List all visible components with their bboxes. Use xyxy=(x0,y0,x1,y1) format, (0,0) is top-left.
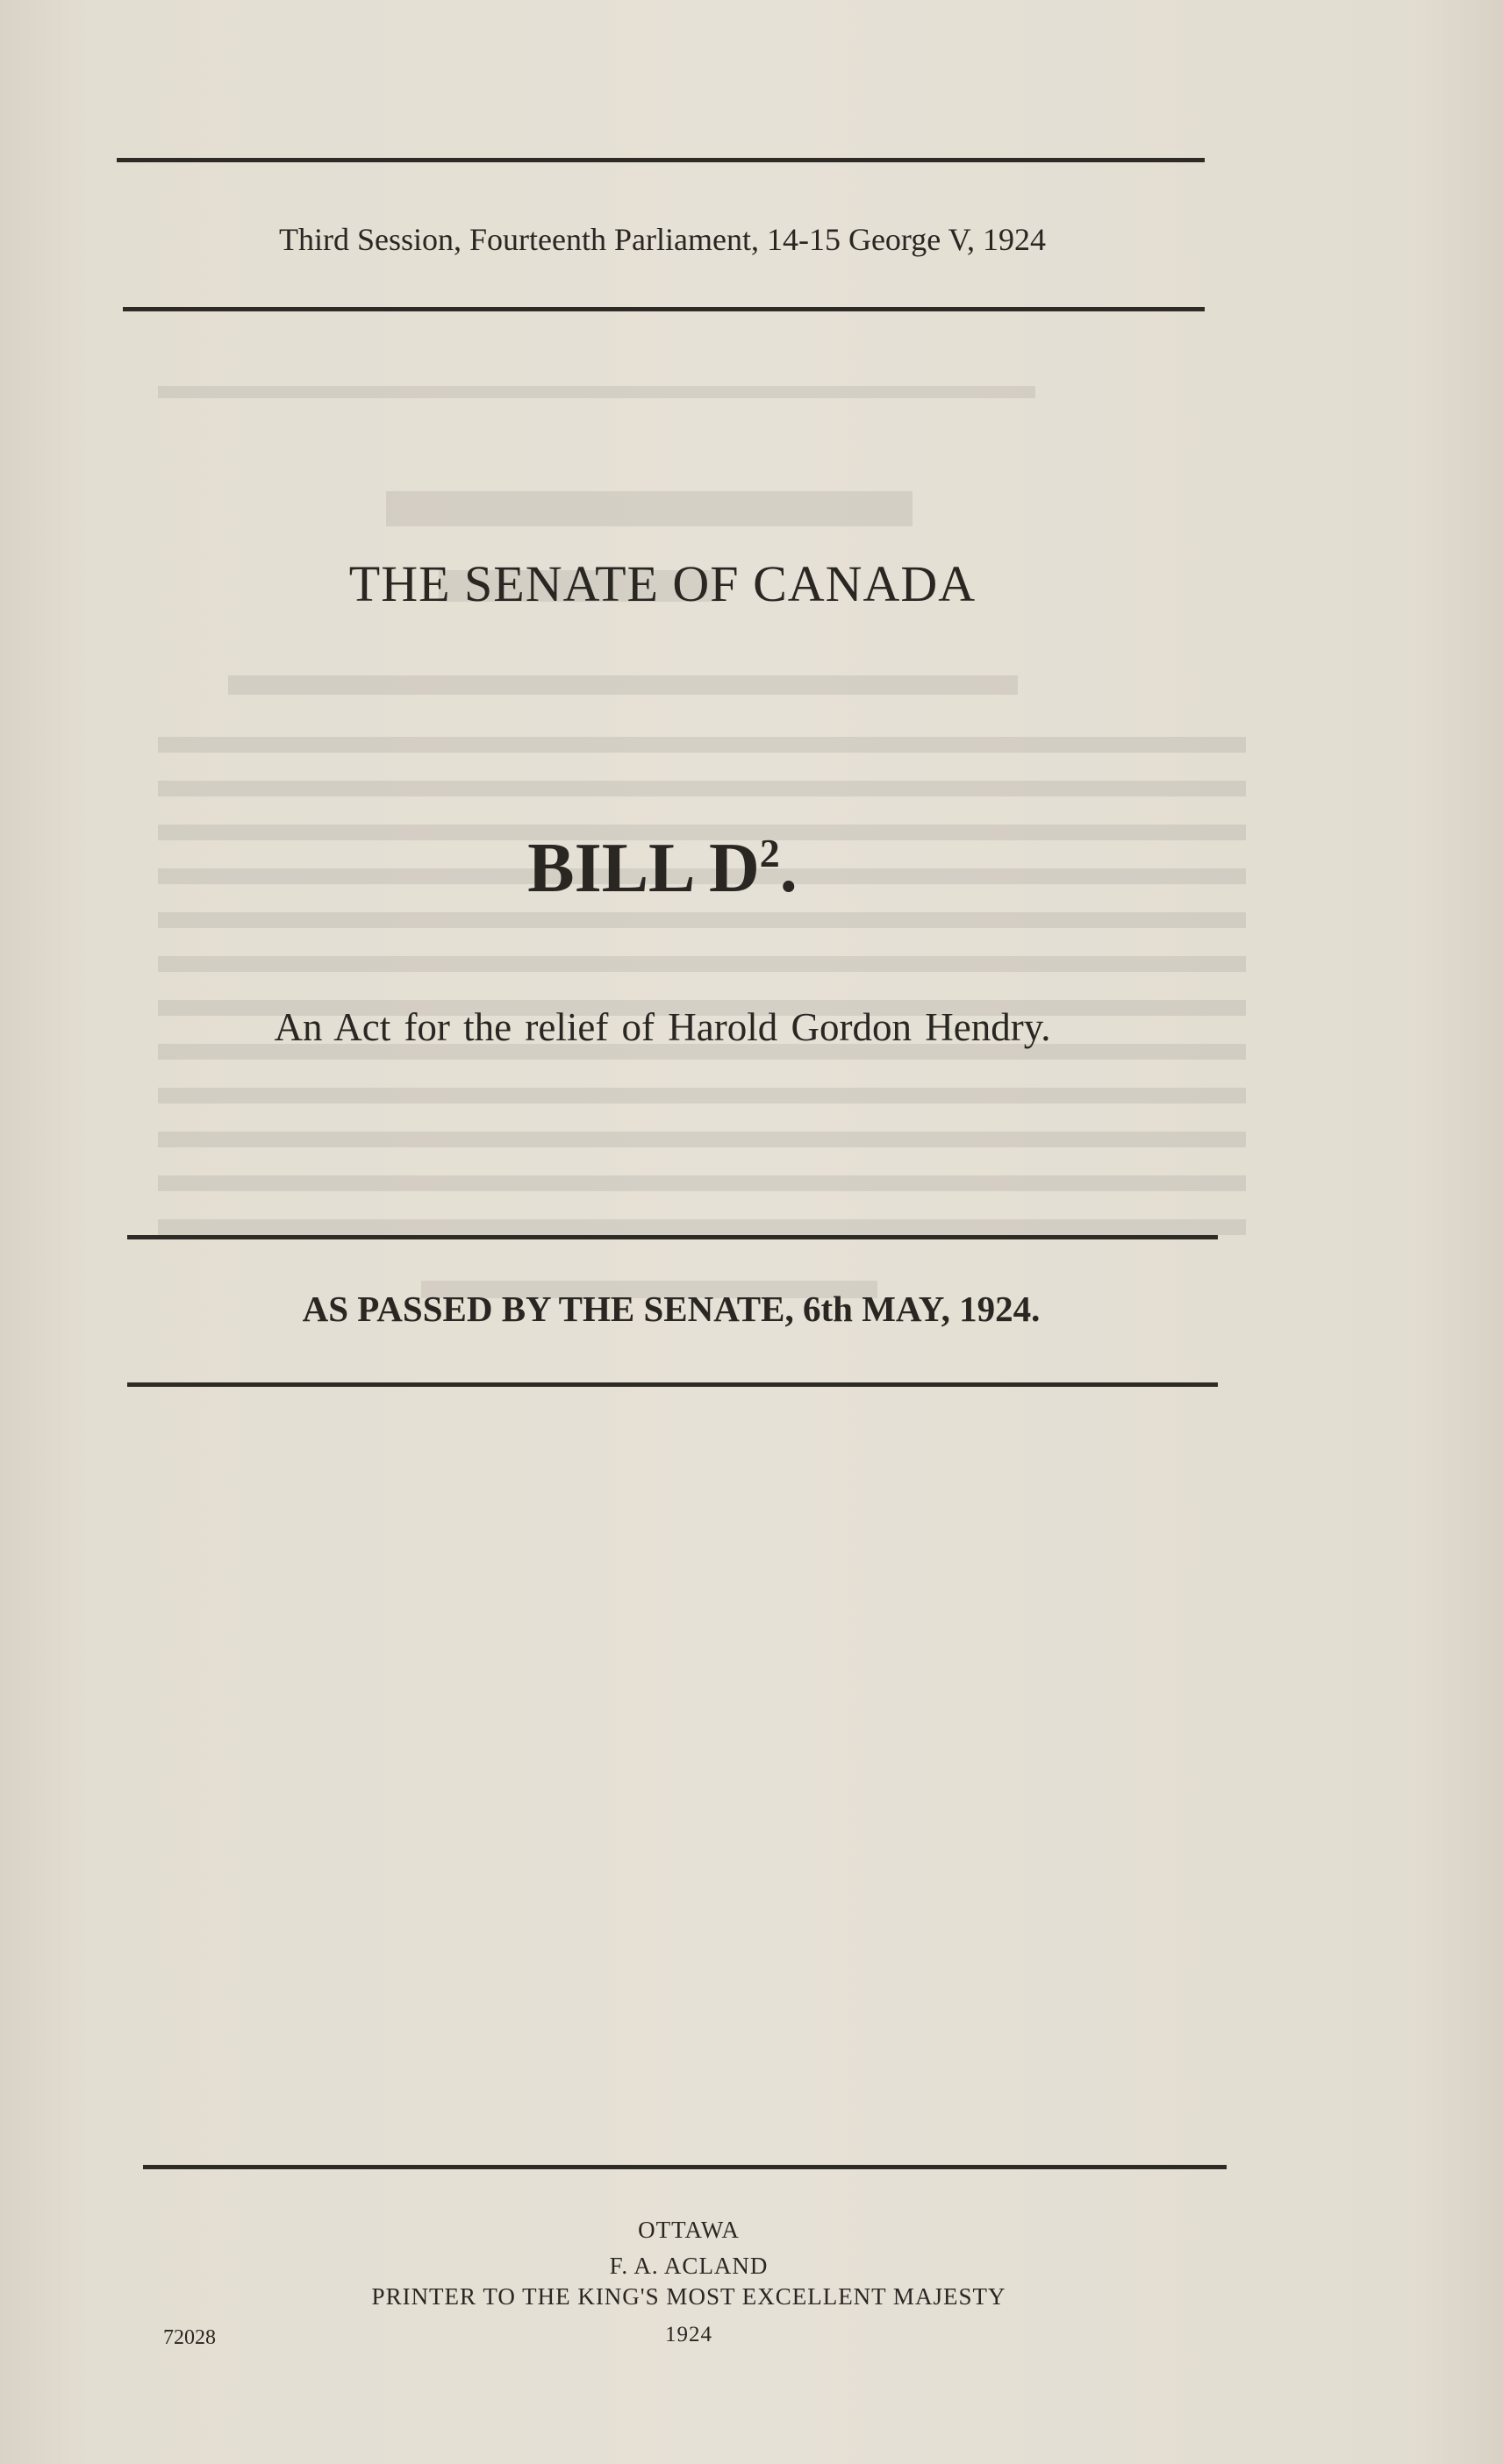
imprint-year: 1924 xyxy=(665,2323,712,2346)
senate-heading: THE SENATE OF CANADA xyxy=(348,555,977,612)
job-number: 72028 xyxy=(163,2326,216,2349)
session-rule xyxy=(123,307,1205,311)
imprint-printer-name: F. A. ACLAND xyxy=(609,2253,769,2279)
passed-status: AS PASSED BY THE SENATE, 6th MAY, 1924. xyxy=(302,1289,1041,1329)
bill-period: . xyxy=(779,830,798,907)
bill-label: BILL D xyxy=(527,830,760,907)
act-title: An Act for the relief of Harold Gordon Hendry. xyxy=(274,1005,1051,1049)
imprint-city: OTTAWA xyxy=(638,2217,740,2243)
passed-top-rule xyxy=(127,1235,1218,1239)
bill-number xyxy=(118,829,1206,909)
passed-bottom-rule xyxy=(127,1382,1218,1387)
bill-superscript: 2 xyxy=(759,831,780,875)
imprint-printer-title: PRINTER TO THE KING'S MOST EXCELLENT MAJESTY xyxy=(371,2283,1006,2310)
top-rule xyxy=(117,158,1205,162)
imprint-rule xyxy=(143,2165,1227,2169)
session-line: Third Session, Fourteenth Parliament, 14-15 George V, 1924 xyxy=(279,222,1046,257)
